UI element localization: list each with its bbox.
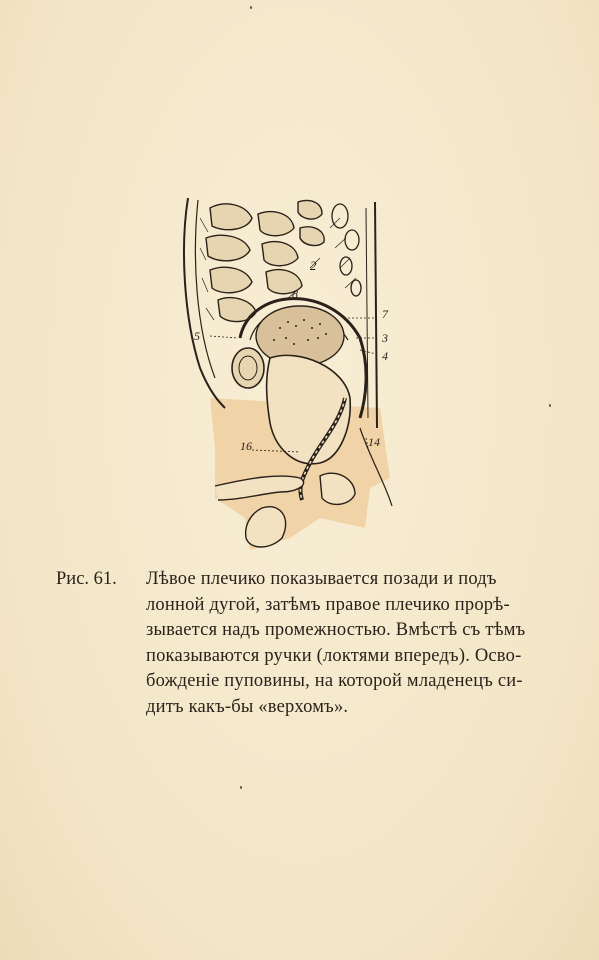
- label-7: 7: [382, 307, 388, 321]
- label-16: 16: [240, 439, 252, 453]
- caption-line: Лѣвое плечико показывается позади и подъ: [146, 569, 497, 589]
- abdominal-wall: [375, 202, 377, 428]
- pubic-bone: [232, 348, 264, 388]
- caption-line: божденіе пуповины, на которой младенецъ си-: [146, 671, 523, 691]
- caption-line: зывается надъ промежностью. Вмѣстѣ съ тѣмъ: [146, 620, 526, 640]
- caption-line: показываются ручки (локтями впередъ). Осво-: [146, 645, 522, 666]
- figure-number: Рис. 61.: [56, 569, 117, 589]
- paper-speck: [250, 6, 252, 9]
- illustration: [170, 188, 410, 558]
- label-2: 2: [310, 258, 317, 273]
- caption-line: дитъ какъ-бы «верхомъ».: [146, 696, 349, 717]
- label-4: 4: [382, 349, 388, 363]
- label-14: 14: [368, 435, 380, 449]
- caption-line: лонной дугой, затѣмъ правое плечико прорѣ-: [146, 594, 510, 615]
- label-3: 3: [382, 331, 388, 345]
- label-5: 5: [194, 329, 200, 343]
- anatomical-drawing: [170, 188, 410, 558]
- intestines: [332, 204, 361, 296]
- label-8: 8: [292, 287, 298, 301]
- paper-speck: [549, 404, 551, 407]
- spine: [206, 201, 324, 322]
- paper-speck: [240, 786, 242, 789]
- caption-text: [146, 567, 551, 720]
